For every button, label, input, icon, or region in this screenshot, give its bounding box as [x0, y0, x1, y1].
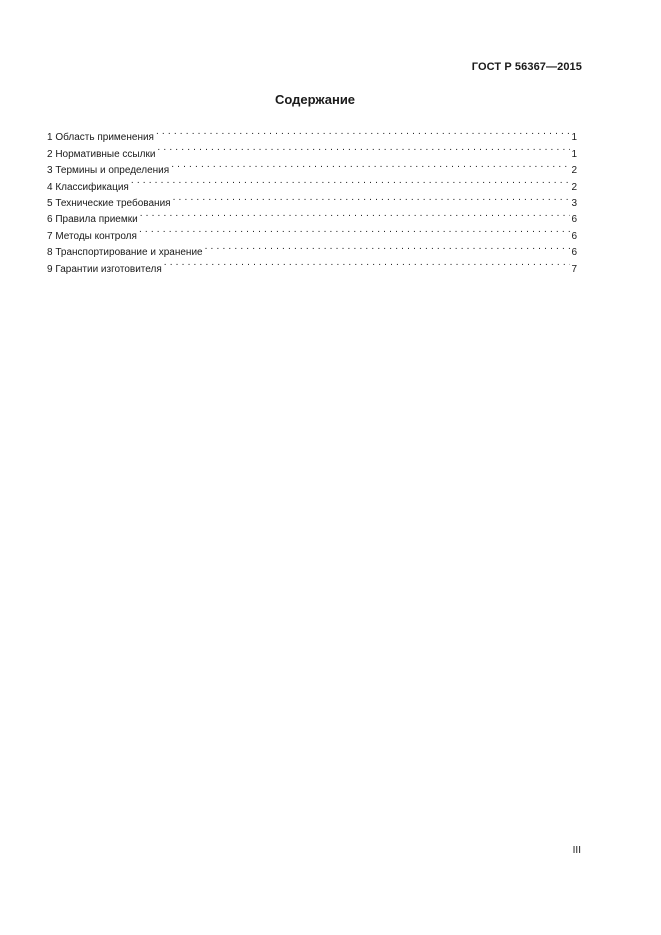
toc-dot-leader: [140, 206, 571, 222]
toc-item-page: 3: [571, 197, 577, 209]
toc-item-page: 7: [571, 263, 577, 275]
toc-dot-leader: [157, 140, 570, 156]
toc-item-label: 2 Нормативные ссылки: [47, 148, 156, 160]
toc-item-label: 6 Правила приемки: [47, 214, 138, 226]
toc-dot-leader: [171, 157, 570, 173]
document-code: ГОСТ Р 56367—2015: [471, 61, 582, 73]
table-of-contents: [47, 124, 577, 275]
toc-dot-leader: [156, 124, 570, 140]
toc-title: Содержание: [274, 92, 356, 107]
toc-item-label: 4 Классификация: [47, 181, 129, 193]
toc-dot-leader: [173, 190, 571, 206]
toc-item-label: 9 Гарантии изготовителя: [47, 263, 162, 275]
toc-item-label: 5 Технические требования: [47, 197, 171, 209]
toc-item-label: 3 Термины и определения: [47, 165, 170, 177]
page-number: III: [572, 845, 581, 856]
toc-item-page: 2: [571, 181, 577, 193]
toc-dot-leader: [131, 173, 571, 189]
toc-item-page: 2: [571, 165, 577, 177]
toc-item-page: 6: [571, 247, 577, 259]
toc-item-page: 6: [571, 230, 577, 242]
toc-item-page: 6: [571, 214, 577, 226]
toc-item-label: 8 Транспортирование и хранение: [47, 247, 203, 259]
toc-item-label: 1 Область применения: [47, 132, 154, 144]
toc-item-label: 7 Методы контроля: [47, 230, 137, 242]
toc-dot-leader: [205, 239, 571, 255]
toc-dot-leader: [164, 255, 571, 271]
toc-item[interactable]: [47, 124, 577, 144]
toc-item-page: 1: [571, 148, 577, 160]
toc-dot-leader: [139, 222, 571, 238]
toc-item-page: 1: [571, 132, 577, 144]
